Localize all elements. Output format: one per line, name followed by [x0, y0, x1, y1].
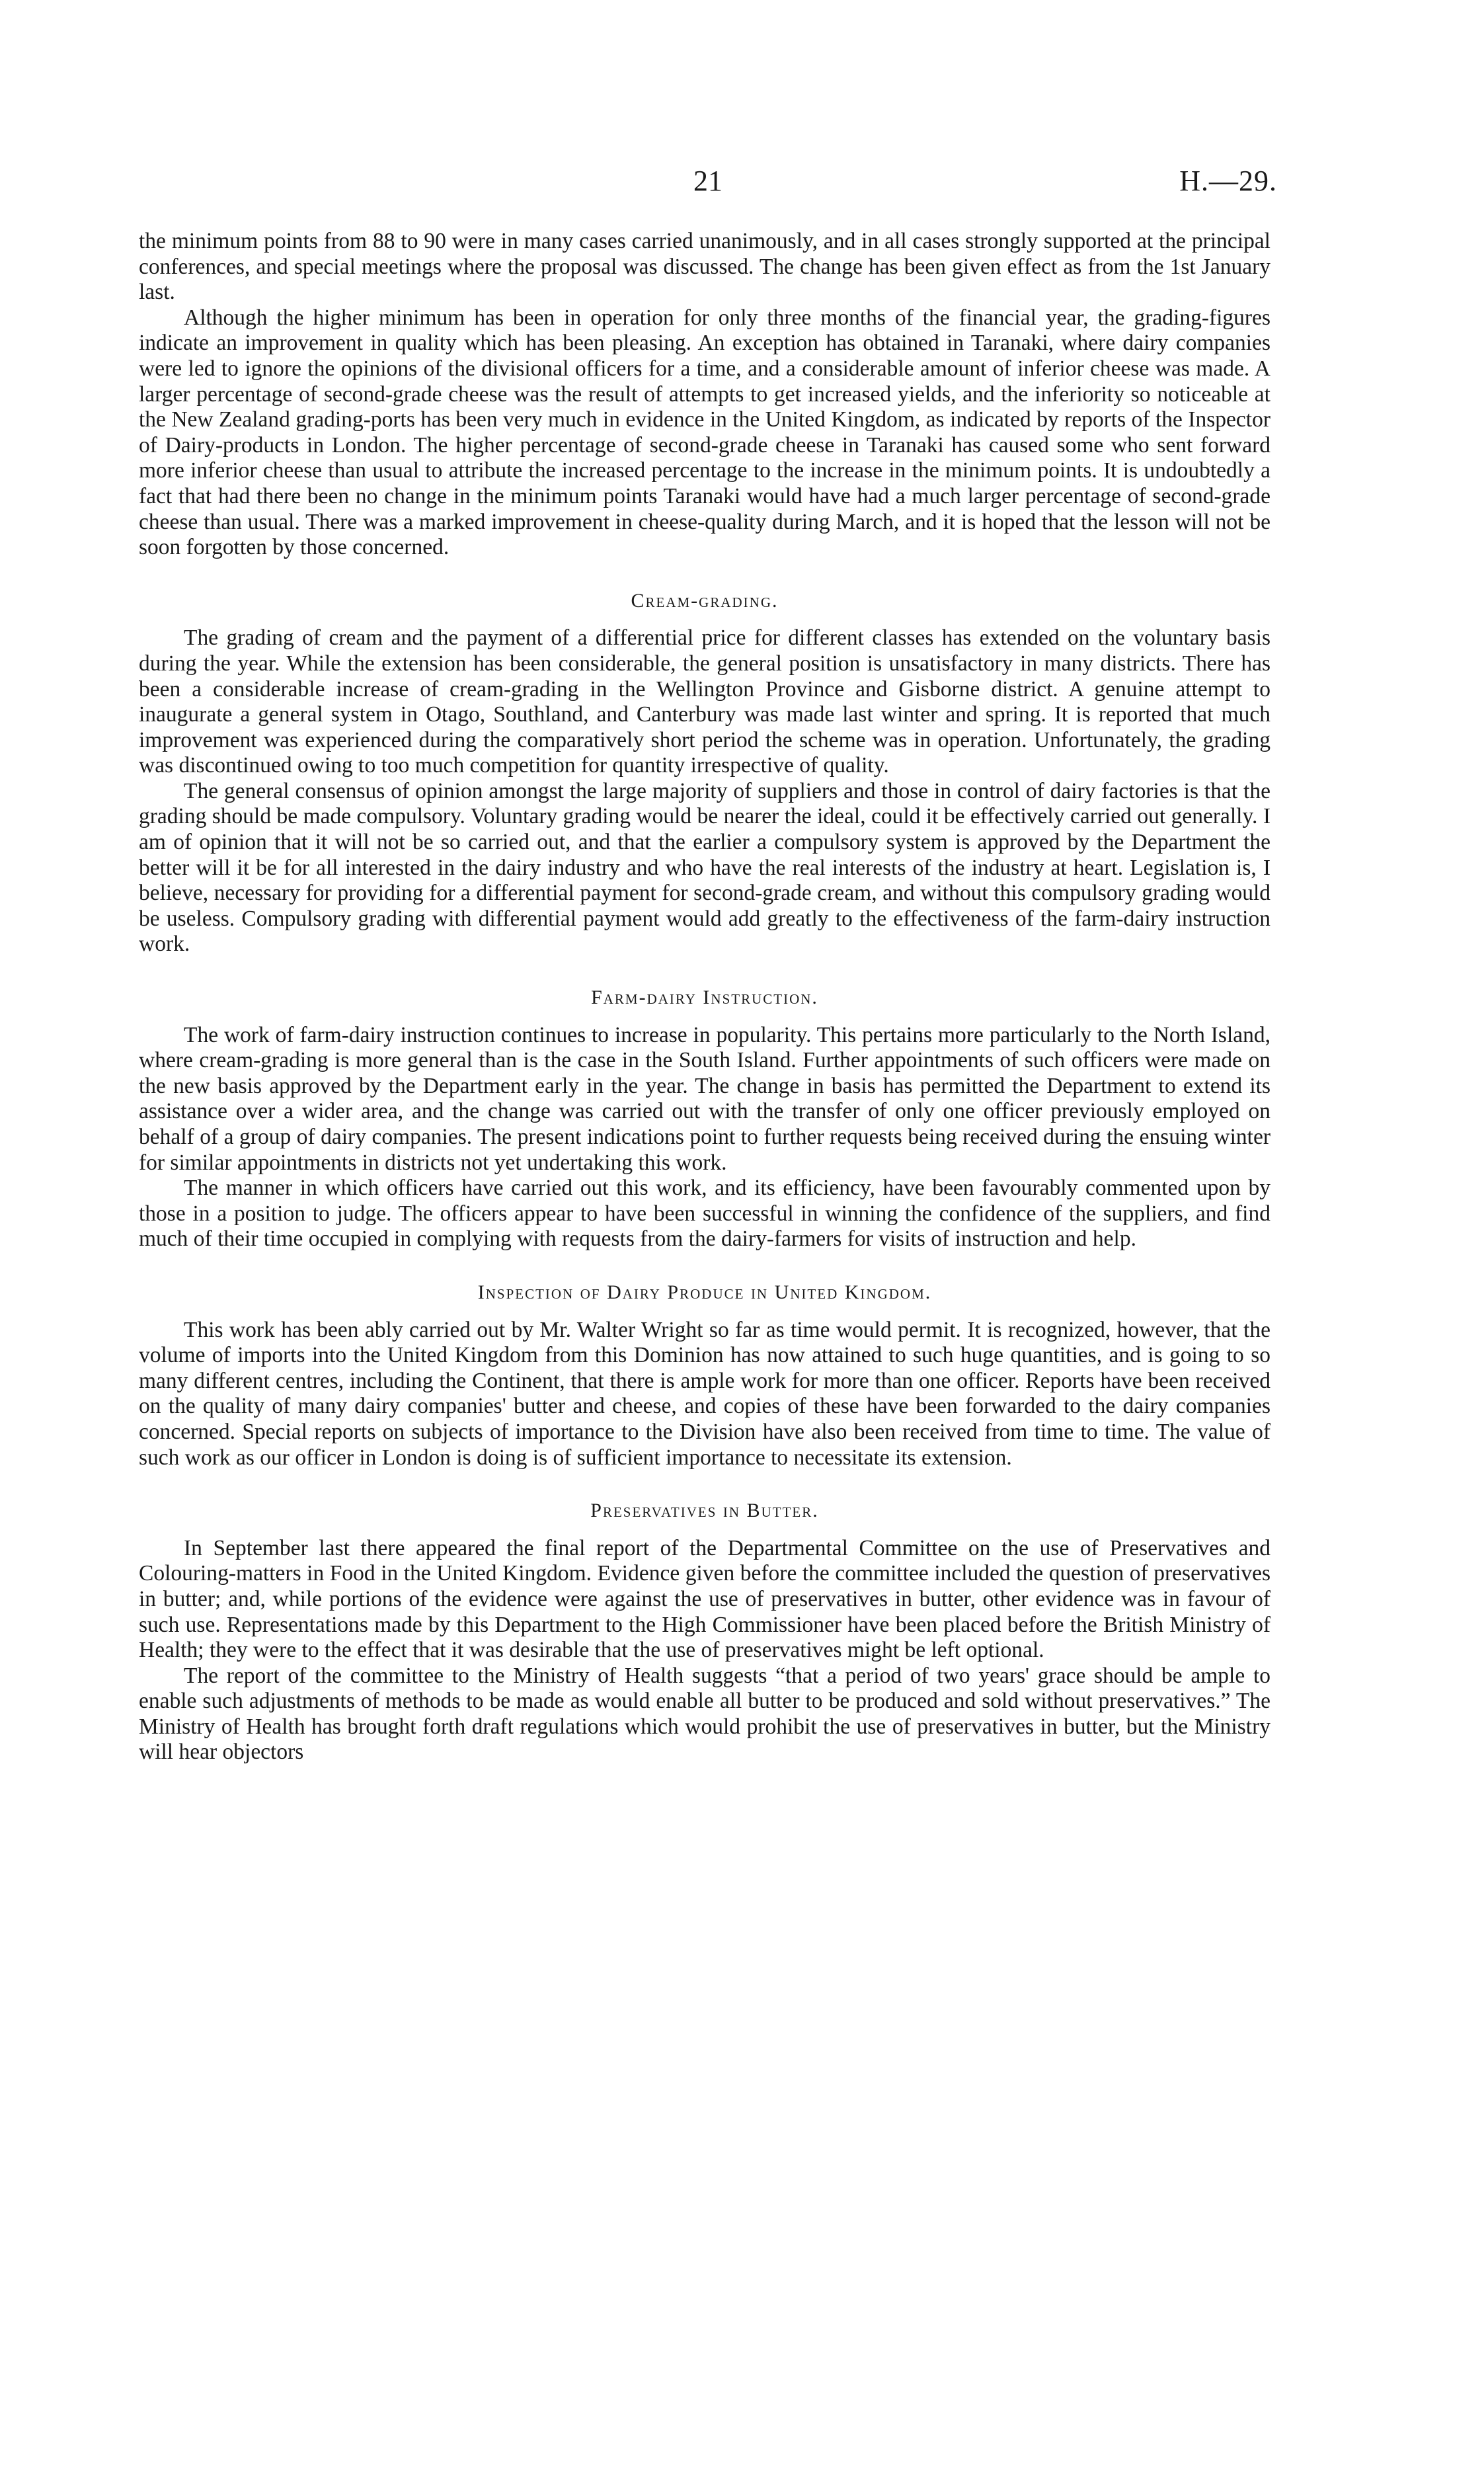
paragraph: Although the higher minimum has been in operation for only three months of the financial year, the grading-figures indicate an improvement in quality which has been pleasing. An exception has obtained in Taranaki, where dairy companies were led to ignore the opinions of the divisional officers for a time, and a considerable amount of inferior cheese was made. A larger percentage of second-grade cheese was the result of attempts to get increased yields, and the inferiority so noticeable at the New Zealand grading-ports has been very much in evidence in the United Kingdom, as indicated by reports of the Inspector of Dairy-products in London. The higher percentage of second-grade cheese in Taranaki has caused some who sent forward more inferior cheese than usual to attribute the increased percentage to the increase in the minimum points. It is undoubtedly a fact that had there been no change in the minimum points Taranaki would have had a much larger percentage of second-grade cheese than usual. There was a marked improvement in cheese-quality during March, and it is hoped that the lesson will not be soon forgotten by those concerned.: [139, 305, 1270, 560]
paragraph: The grading of cream and the payment of a differential price for different classes has extended on the voluntary basis during the year. While the extension has been considerable, the general position is unsatisfactory in many districts. There has been a considerable increase of cream-grading in the Wellington Province and Gisborne district. A genuine attempt to inaugurate a general system in Otago, Southland, and Canterbury was made last winter and spring. It is reported that much improvement was experienced during the comparatively short period the scheme was in operation. Unfortunately, the grading was discontinued owing to too much competition for quantity irrespective of quality.: [139, 625, 1270, 778]
paragraph: The work of farm-dairy instruction continues to increase in popularity. This pertains more particularly to the North Island, where cream-grading is more general than is the case in the South Island. Further appointments of such officers were made on the new basis approved by the Department early in the year. The change in basis has permitted the Department to extend its assistance over a wider area, and the change was carried out with the transfer of only one officer previously employed on behalf of a group of dairy companies. The present indications point to further requests being received during the ensuing winter for similar appointments in districts not yet undertaking this work.: [139, 1022, 1270, 1175]
page-header: [139, 164, 1277, 210]
section-heading-farm-dairy-instruction: Farm-dairy Instruction.: [591, 986, 818, 1009]
paragraph: The report of the committee to the Ministry of Health suggests “that a period of two years' grace should be ample to enable such adjustments of methods to be made as would enable all butter to be produced and sold without preservatives.” The Ministry of Health has brought forth draft regulations which would prohibit the use of preservatives in butter, but the Ministry will hear objectors: [139, 1663, 1270, 1765]
paragraph: The manner in which officers have carried out this work, and its efficiency, have been favourably commented upon by those in a position to judge. The officers appear to have been successful in winning the confidence of the suppliers, and find much of their time occupied in complying with requests from the dairy-farmers for visits of instruction and help.: [139, 1176, 1270, 1252]
body-text: [139, 229, 1270, 1765]
section-heading-preservatives: Preservatives in Butter.: [590, 1500, 819, 1522]
paragraph: This work has been ably carried out by Mr. Walter Wright so far as time would permit. It is recognized, however, that the volume of imports into the United Kingdom from this Dominion has now attained to such huge quantities, and is going to so many different centres, including the Continent, that there is ample work for more than one officer. Reports have been received on the quality of many dairy companies' butter and cheese, and copies of these have been forwarded to the dairy companies concerned. Special reports on subjects of importance to the Division have also been received from time to time. The value of such work as our officer in London is doing is of sufficient importance to necessitate its extension.: [139, 1317, 1270, 1470]
section-heading-cream-grading: Cream-grading.: [631, 589, 779, 612]
section-heading-inspection: Inspection of Dairy Produce in United Kingdom.: [477, 1281, 932, 1303]
paragraph: the minimum points from 88 to 90 were in many cases carried unanimously, and in all cases strongly supported at the principal conferences, and special meetings where the proposal was discussed. The change has been given effect as from the 1st January last.: [139, 229, 1270, 305]
paragraph: In September last there appeared the final report of the Departmental Committee on the use of Preservatives and Colouring-matters in Food in the United Kingdom. Evidence given before the committee included the question of preservatives in butter; and, while portions of the evidence were against the use of preservatives in butter, other evidence was in favour of such use. Representations made by this Department to the High Commissioner have been placed before the British Ministry of Health; they were to the effect that it was desirable that the use of preservatives might be left optional.: [139, 1535, 1270, 1663]
page-number: 21: [693, 165, 722, 197]
document-reference: H.—29.: [1179, 165, 1277, 197]
paragraph: The general consensus of opinion amongst the large majority of suppliers and those in control of dairy factories is that the grading should be made compulsory. Voluntary grading would be nearer the ideal, could it be effectively carried out generally. I am of opinion that it will not be so carried out, and that the earlier a compulsory system is approved by the Department the better will it be for all interested in the dairy industry and who have the real interests of the industry at heart. Legislation is, I believe, necessary for providing for a differential payment for second-grade cream, and without this compulsory grading would be useless. Compulsory grading with differential payment would add greatly to the effectiveness of the farm-dairy instruction work.: [139, 778, 1270, 957]
